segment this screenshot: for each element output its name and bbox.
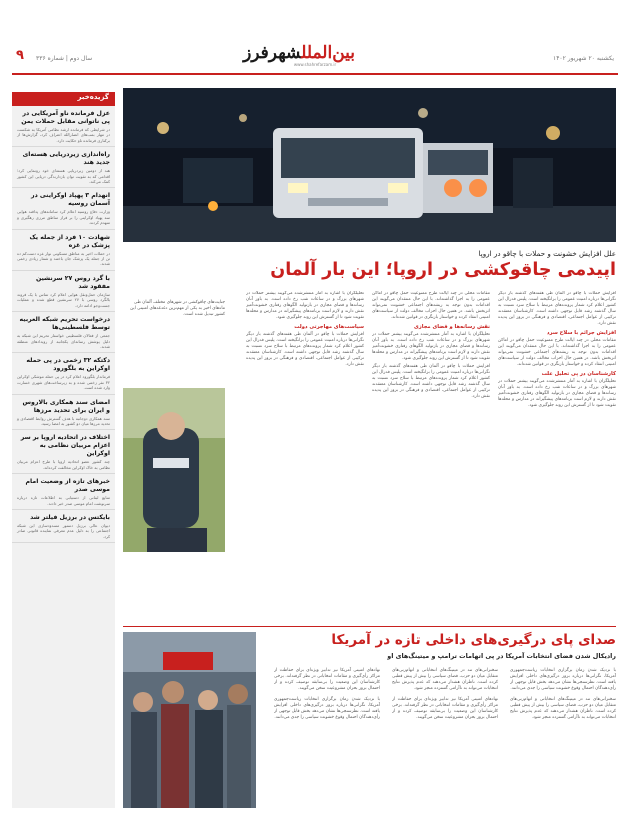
paragraph: با نزدیک شدن زمان برگزاری انتخابات ریاست‌جمهوری آمریکا، نگرانی‌ها درباره بروز درگیری‌های داخلی افزایش یافته است. نظرسنجی‌ها نشان می‌دهد بخش قابل توجهی از رأی‌دهندگان احتمال وقوع خشونت سیاسی را جدی می‌دانند. [510,668,616,692]
brief-body: سند همکاری دوجانبه با هدف گسترش روابط اقتصادی و تحدید مرزها میان دو کشور به امضا رسید. [17,415,110,426]
brief-body: جمعی از فعالان فلسطینی خواستار تحریم این شبکه به دلیل پوشش رسانه‌ای یکجانبه از رویدادهای منطقه شدند. [17,333,110,349]
brief-item[interactable] [12,106,115,147]
brief-item[interactable] [12,395,115,431]
brief-item[interactable] [12,353,115,394]
lead-headline[interactable]: اپیدمی چاقوکشی در اروپا؛ این بار آلمان [270,260,616,280]
brief-body: منابع لبنانی از دستیابی به اطلاعات تازه درباره سرنوشت امام موسی صدر خبر دادند. [17,495,110,506]
police-photo [123,388,225,552]
second-article-body [274,664,616,808]
brief-title: شهادت ۱۰ فرد از جمله یک پزشک در غزه [29,233,110,249]
brief-body: چند کشور عضو اتحادیه اروپا با طرح اعزام مربیان نظامی به خاک اوکراین مخالفت کرده‌اند. [17,459,110,470]
paragraph: مقامات محلی در چند ایالت طرح ممنوعیت حمل چاقو در اماکن عمومی را به اجرا گذاشته‌اند. با این حال منتقدان می‌گویند این اقدامات بدون توجه به ریشه‌های اجتماعی خشونت نمی‌تواند اثربخش باشد. در همین حال احزاب مخالف دولت از سیاست‌های امنیتی انتقاد کرده و خواستار بازنگری در قوانین شده‌اند. [498,338,616,367]
paragraph: با نزدیک شدن زمان برگزاری انتخابات ریاست‌جمهوری آمریکا، نگرانی‌ها درباره بروز درگیری‌های داخلی افزایش یافته است. نظرسنجی‌ها نشان می‌دهد بخش قابل توجهی از رأی‌دهندگان احتمال وقوع خشونت سیاسی را جدی می‌دانند. [274,696,380,720]
logo-wordmark: بین‌المللشهرفرز [243,43,355,63]
crowd-photo [123,632,256,808]
article-column [510,664,616,808]
article-column [246,291,364,623]
brief-body: وزارت دفاع روسیه اعلام کرد سامانه‌های پدافند هوایی سه پهپاد اوکراینی را بر فراز مناطق مرزی رهگیری و منهدم کردند. [17,209,110,226]
brief-body: دیوان عالی برزیل دستور مسدودسازی این شبکه اجتماعی را به دلیل عدم معرفی نماینده قانونی صادر کرد. [17,522,110,539]
brief-item[interactable] [12,188,115,229]
photo-caption: جنایت‌های چاقوکشی در شهرهای مختلف آلمان طی ماه‌های اخیر به یکی از مهم‌ترین دغدغه‌های امنیتی این کشور تبدیل شده است. [130,300,225,317]
brief-item[interactable] [12,474,115,510]
paragraph: افزایش حملات با چاقو در آلمان طی هفته‌های گذشته بار دیگر نگرانی‌ها درباره امنیت عمومی را برانگیخته است. پلیس فدرال این کشور اعلام کرد شمار پرونده‌های مرتبط با سلاح سرد نسبت به سال گذشته رشد قابل توجهی داشته است. کارشناسان معتقدند ترکیبی از عوامل اجتماعی، اقتصادی و فرهنگی در بروز این پدیده نقش دارد. [372,364,490,399]
second-subhead: رادیکال شدن فضای انتخابات آمریکا در پی اتهامات ترامپ و میتینگ‌های او [387,652,616,660]
paragraph: تحلیلگران با اشاره به آمار منتشرشده می‌گویند بیشتر حملات در شهرهای بزرگ و در ساعات شب رخ داده است. به باور آنان رسانه‌ها و فضای مجازی در بازتولید الگوهای رفتاری خشونت‌آمیز نقش دارند و لازم است برنامه‌های پیشگیرانه در مدارس و محله‌ها تقویت شود تا از گسترش این روند جلوگیری شود. [246,291,364,320]
brief-body: هند از دومین زیردریایی هسته‌ای خود رونمایی کرد؛ اقدامی که به تقویت توان بازدارندگی دریایی این کشور کمک می‌کند. [17,168,110,185]
article-subhead: سیاست‌های مهاجرتی دولت [294,324,364,330]
lead-kicker: علل افزایش خشونت و حملات با چاقو در اروپا [478,249,616,258]
brief-item[interactable] [12,147,115,188]
lead-photo-bus-night [123,88,616,242]
article-column [392,664,498,808]
second-headline[interactable]: صدای پای درگیری‌های داخلی تازه در آمریکا [331,632,616,648]
paragraph: نهادهای امنیتی آمریکا نیز تدابیر ویژه‌ای برای حفاظت از مراکز رأی‌گیری و مقامات انتخاباتی در نظر گرفته‌اند. برخی کارشناسان این وضعیت را بی‌سابقه توصیف کرده و از احتمال بروز بحران مشروعیت سخن می‌گویند. [392,696,498,720]
paragraph: نهادهای امنیتی آمریکا نیز تدابیر ویژه‌ای برای حفاظت از مراکز رأی‌گیری و مقامات انتخاباتی در نظر گرفته‌اند. برخی کارشناسان این وضعیت را بی‌سابقه توصیف کرده و از احتمال بروز بحران مشروعیت سخن می‌گویند. [274,668,380,692]
paragraph: تحلیلگران با اشاره به آمار منتشرشده می‌گویند بیشتر حملات در شهرهای بزرگ و در ساعات شب رخ داده است. به باور آنان رسانه‌ها و فضای مجازی در بازتولید الگوهای رفتاری خشونت‌آمیز نقش دارند و لازم است برنامه‌های پیشگیرانه در مدارس و محله‌ها تقویت شود تا از گسترش این روند جلوگیری شود. [498,379,616,408]
header-rule [12,73,618,75]
brief-title: انهدام ۳ پهپاد اوکراینی در آسمان روسیه [31,192,110,208]
news-brief-sidebar [12,92,115,808]
newspaper-logo[interactable] [243,43,355,75]
brief-item[interactable] [12,430,115,474]
brief-body: در حملات اخیر به مناطق مسکونی نوار غزه دست‌کم ده تن از جمله یک پزشک جان باختند و شمار زیادی زخمی شدند. [17,250,110,267]
brief-title: درخواست تحریم شبکه العربیه توسط فلسطینی‌ها [19,316,110,332]
brief-title: امضای سند همکاری بالاروس و ایران برای تحدید مرزها [22,398,110,414]
paragraph: تحلیلگران با اشاره به آمار منتشرشده می‌گویند بیشتر حملات در شهرهای بزرگ و در ساعات شب رخ داده است. به باور آنان رسانه‌ها و فضای مجازی در بازتولید الگوهای رفتاری خشونت‌آمیز نقش دارند و لازم است برنامه‌های پیشگیرانه در مدارس و محله‌ها تقویت شود تا از گسترش این روند جلوگیری شود. [372,332,490,361]
section-rule [123,626,616,627]
brief-item[interactable] [12,230,115,271]
brief-item[interactable] [12,312,115,353]
article-column [372,291,490,623]
logo-url: www.shahrefarzam.ir [293,62,337,67]
brief-body: فرماندار بلگورود اعلام کرد در پی حمله موشکی اوکراین ۳۲ نفر زخمی شده و به زیرساخت‌های شهری خسارت وارد شده است. [17,374,110,391]
brief-title: بایکتس در برزیل فیلتر شد [30,513,110,521]
brief-body: در شرایطی که فرمانده ارشد نظامی آمریکا به شکست در مهار بمب‌های انصارالله اعتراف کرد، گزارش‌ها از برکناری فرمانده ناو حکایت دارد. [17,127,110,143]
brief-body: سازمان حمل‌ونقل هوایی اعلام کرد تماس با یک فروند بالگرد روسی با ۲۷ سرنشین قطع شده و عملیات جست‌وجو ادامه دارد. [17,291,110,308]
issue-number: سال دوم | شماره ۳۳۶ [36,55,93,62]
article-subhead: نقش رسانه‌ها و فضای مجازی [414,324,490,330]
brief-title: اختلاف در اتحادیه اروپا بر سر اعزام مربیان نظامی به اوکراین [20,434,110,458]
paragraph: مقامات محلی در چند ایالت طرح ممنوعیت حمل چاقو در اماکن عمومی را به اجرا گذاشته‌اند. با این حال منتقدان می‌گویند این اقدامات بدون توجه به ریشه‌های اجتماعی خشونت نمی‌تواند اثربخش باشد. در همین حال احزاب مخالف دولت از سیاست‌های امنیتی انتقاد کرده و خواستار بازنگری در قوانین شده‌اند. [372,291,490,320]
article-column [498,291,616,623]
article-column [274,664,380,808]
paragraph: سخنرانی‌های تند در میتینگ‌های انتخاباتی و اتهام‌زنی‌های متقابل میان دو حزب، فضای سیاسی را بیش از پیش قطبی کرده است. ناظران هشدار می‌دهند که عدم پذیرش نتایج انتخابات می‌تواند به ناآرامی گسترده منجر شود. [392,668,498,692]
page-number: ۹ [16,48,24,63]
brief-title: خبرهای تازه از وضعیت امام موسی صدر [25,478,110,494]
brief-item[interactable] [12,271,115,312]
brief-item[interactable] [12,510,115,543]
article-subhead: کارشناسان در پی تحلیل علت [541,371,616,377]
brief-title: دکتکه ۳۲ زخمی در پی حمله اوکراین به بلگورود [26,357,110,373]
brief-title: با گرد روس ۲۷ سرنشین مفقود شد [35,274,110,290]
paragraph: سخنرانی‌های تند در میتینگ‌های انتخاباتی و اتهام‌زنی‌های متقابل میان دو حزب، فضای سیاسی را بیش از پیش قطبی کرده است. ناظران هشدار می‌دهند که عدم پذیرش نتایج انتخابات می‌تواند به ناآرامی گسترده منجر شود. [510,696,616,720]
article-subhead: افزایش جرائم با سلاح سرد [546,330,616,336]
brief-title: راه‌اندازی زیردریایی هسته‌ای جدید هند [22,151,110,167]
issue-date: یکشنبه ۲۰ شهریور ۱۴۰۲ [552,55,614,62]
brief-title: عزل فرمانده ناو آمریکایی در پی ناتوانی مقابل حملات یمن [21,110,110,125]
sidebar-title: گزیده‌خبر [12,92,115,106]
paragraph: افزایش حملات با چاقو در آلمان طی هفته‌های گذشته بار دیگر نگرانی‌ها درباره امنیت عمومی را برانگیخته است. پلیس فدرال این کشور اعلام کرد شمار پرونده‌های مرتبط با سلاح سرد نسبت به سال گذشته رشد قابل توجهی داشته است. کارشناسان معتقدند ترکیبی از عوامل اجتماعی، اقتصادی و فرهنگی در بروز این پدیده نقش دارد. [246,332,364,367]
paragraph: افزایش حملات با چاقو در آلمان طی هفته‌های گذشته بار دیگر نگرانی‌ها درباره امنیت عمومی را برانگیخته است. پلیس فدرال این کشور اعلام کرد شمار پرونده‌های مرتبط با سلاح سرد نسبت به سال گذشته رشد قابل توجهی داشته است. کارشناسان معتقدند ترکیبی از عوامل اجتماعی، اقتصادی و فرهنگی در بروز این پدیده نقش دارد. [498,291,616,326]
